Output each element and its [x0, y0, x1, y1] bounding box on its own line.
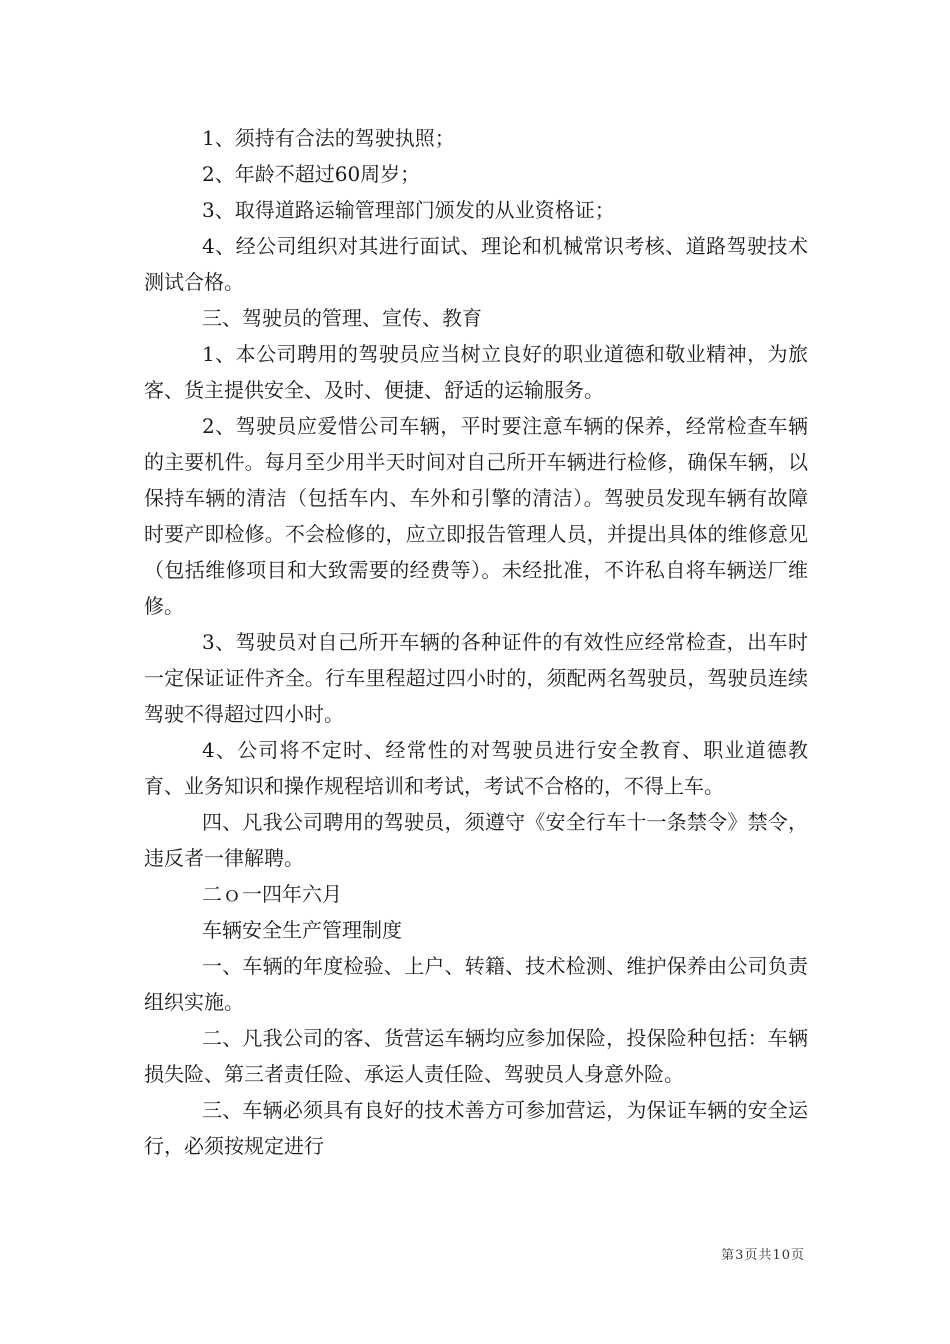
- page-number-footer: 第3页共10页: [721, 1248, 805, 1263]
- document-date: 二ｏ一四年六月: [202, 882, 342, 906]
- paragraph-annual-inspection: 一、车辆的年度检验、上户、转籍、技术检测、维护保养由公司负责组织实施。: [144, 954, 808, 1014]
- paragraph-age-limit: 2、年龄不超过60周岁；: [202, 162, 421, 186]
- section-heading-prohibitions: 四、凡我公司聘用的驾驶员，须遵守《安全行车十一条禁令》禁令，违反者一律解聘。: [144, 810, 808, 870]
- paragraph-documents: 3、驾驶员对自己所开车辆的各种证件的有效性应经常检查，出车时一定保证证件齐全。行车里程超过四小时的，须配两名驾驶员，驾驶员连续驾驶不得超过四小时。: [144, 630, 808, 726]
- paragraph-ethics: 1、本公司聘用的驾驶员应当树立良好的职业道德和敬业精神，为旅客、货主提供安全、及时、便捷、舒适的运输服务。: [144, 342, 808, 402]
- paragraph-license: 1、须持有合法的驾驶执照；: [202, 126, 455, 150]
- paragraph-vehicle-care: 2、驾驶员应爱惜公司车辆，平时要注意车辆的保养，经常检查车辆的主要机件。每月至少用半天时间对自己所开车辆进行检修，确保车辆，以保持车辆的清洁（包括车内、车外和引擎的清洁）。驾驶员发现车辆有故障时要产即检修。不会检修的，应立即报告管理人员，并提出具体的维修意见（包括维修项目和大致需要的经费等）。未经批准，不许私自将车辆送厂维修。: [144, 414, 808, 618]
- paragraph-training: 4、公司将不定时、经常性的对驾驶员进行安全教育、职业道德教育、业务知识和操作规程培训和考试，考试不合格的，不得上车。: [144, 738, 808, 798]
- document-subtitle: 车辆安全生产管理制度: [202, 918, 402, 942]
- paragraph-assessment: 4、经公司组织对其进行面试、理论和机械常识考核、道路驾驶技术测试合格。: [144, 234, 808, 294]
- paragraph-insurance: 二、凡我公司的客、货营运车辆均应参加保险，投保险种包括：车辆损失险、第三者责任险、承运人责任险、驾驶员人身意外险。: [144, 1026, 808, 1086]
- paragraph-technical-condition: 三、车辆必须具有良好的技术善方可参加营运，为保证车辆的安全运行，必须按规定进行: [144, 1098, 808, 1158]
- document-body: [144, 120, 808, 1164]
- section-heading-driver-management: 三、驾驶员的管理、宣传、教育: [202, 306, 482, 330]
- paragraph-qualification: 3、取得道路运输管理部门颁发的从业资格证；: [202, 198, 615, 222]
